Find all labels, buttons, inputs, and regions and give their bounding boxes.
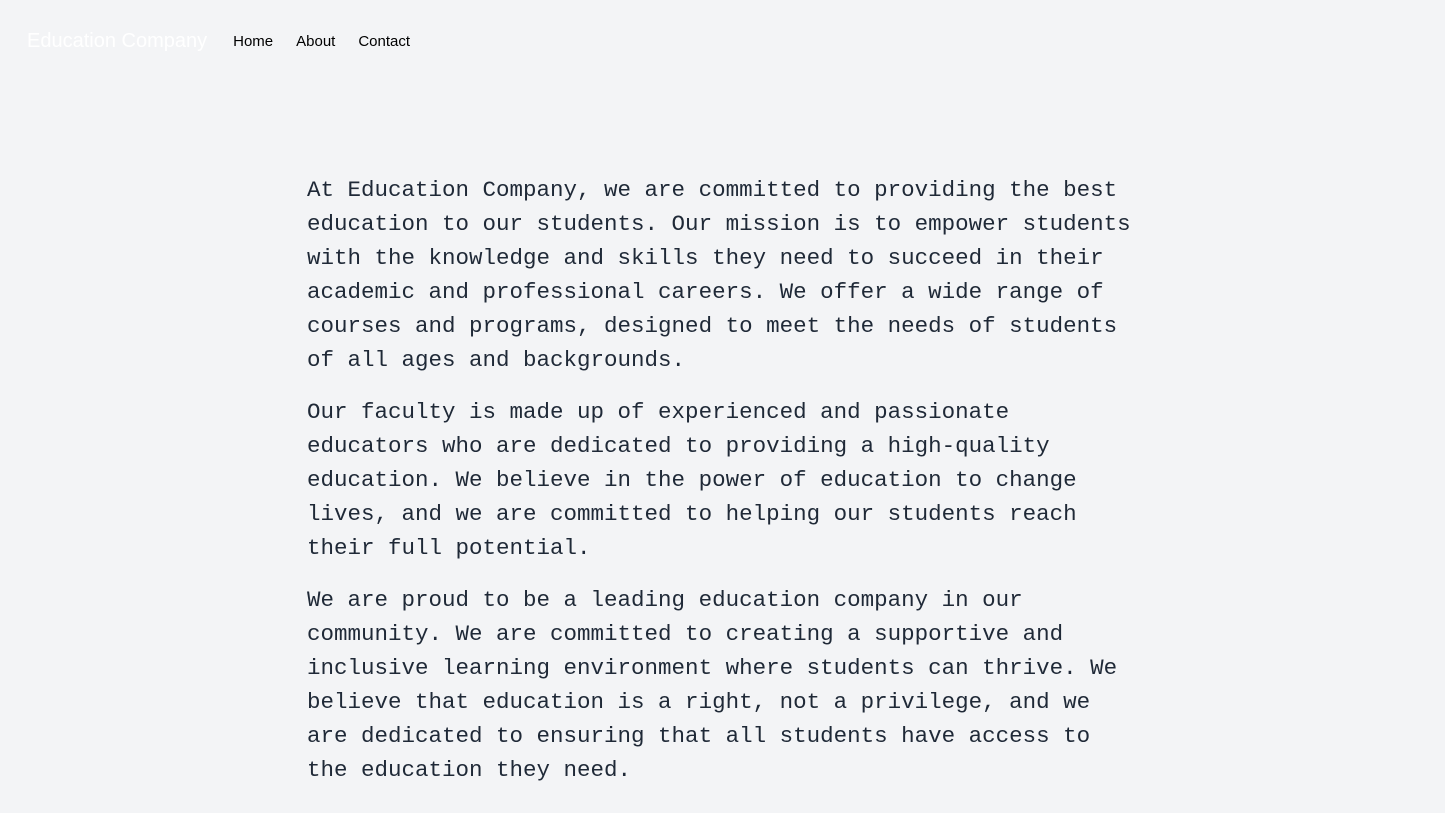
top-navbar [0, 0, 1445, 82]
faculty-paragraph: Our faculty is made up of experienced and passionate educators who are dedicated to providing a high-quality education. We believe in the power of education to change lives, and we are committed to helping our students reach their full potential. [307, 399, 1077, 561]
main-content [307, 173, 1142, 805]
community-paragraph: We are proud to be a leading education company in our community. We are committed to creating a supportive and inclusive learning environment where students can thrive. We believe that education is a right, not a privilege, and we are dedicated to ensuring that all students have access to the education they need. [307, 587, 1118, 783]
nav-link-contact[interactable]: Contact [358, 32, 411, 50]
intro-paragraph: At Education Company, we are committed to providing the best education to our students. Our mission is to empower students with the knowledge and skills they need to succeed in their academic and professional careers. We offer a wide range of courses and programs, designed to meet the needs of students of all ages and backgrounds. [307, 177, 1131, 373]
main-nav [233, 34, 433, 49]
nav-link-about[interactable]: About [296, 32, 336, 50]
brand-logo-link[interactable]: Education Company [27, 30, 208, 52]
nav-link-home[interactable]: Home [233, 32, 274, 50]
